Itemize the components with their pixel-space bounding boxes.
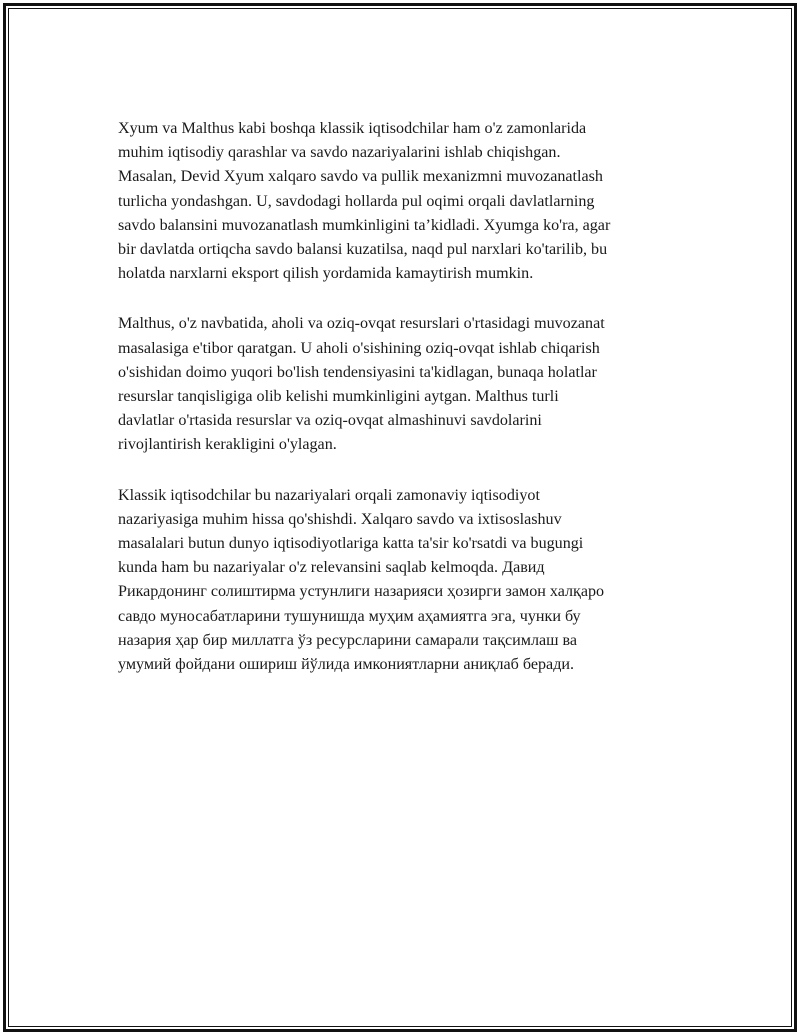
text-line: Рикардонинг солиштирма устунлиги назарияси ҳозирги замон халқаро — [118, 583, 605, 601]
text-line: Malthus, o'z navbatida, aholi va oziq-ovqat resurslari o'rtasidagi muvozanat — [118, 315, 605, 333]
text-line: умумий фойдани ошириш йўлида имкониятларни аниқлаб беради. — [118, 656, 575, 674]
text-line: Klassik iqtisodchilar bu nazariyalari orqali zamonaviy iqtisodiyot — [118, 486, 540, 504]
text-line: muhim iqtisodiy qarashlar va savdo nazariyalarini ishlab chiqishgan. — [118, 144, 561, 162]
text-line: savdo balansini muvozanatlash mumkinligini ta’kidladi. Xyumga ko'ra, agar — [118, 216, 611, 234]
text-line: turlicha yondashgan. U, savdodagi hollarda pul oqimi orqali davlatlarning — [118, 192, 595, 210]
text-line: bir davlatda ortiqcha savdo balansi kuzatilsa, naqd pul narxlari ko'tarilib, bu — [118, 241, 608, 259]
text-line: rivojlantirish kerakligini o'ylagan. — [118, 436, 337, 454]
text-line: nazariyasiga muhim hissa qo'shishdi. Xalqaro savdo va ixtisoslashuv — [118, 510, 562, 528]
paragraph-3 — [118, 484, 690, 678]
text-line: holatda narxlarni eksport qilish yordamida kamaytirish mumkin. — [118, 265, 534, 283]
text-line: Masalan, Devid Xyum xalqaro savdo va pullik mexanizmni muvozanatlash — [118, 168, 603, 186]
text-line: masalalari butun dunyo iqtisodiyotlariga katta ta'sir ko'rsatdi va bugungi — [118, 535, 584, 553]
text-line: resurslar tanqisligiga olib kelishi mumkinligini aytgan. Malthus turli — [118, 388, 559, 406]
text-line: Xyum va Malthus kabi boshqa klassik iqtisodchilar ham o'z zamonlarida — [118, 120, 587, 137]
text-line: kunda ham bu nazariyalar o'z relevansini saqlab kelmoqda. Давид — [118, 559, 545, 577]
text-line: савдо муносабатларини тушунишда муҳим аҳамиятга эга, чунки бу — [118, 607, 581, 625]
paragraph-1 — [118, 117, 690, 286]
text-line: назария ҳар бир миллатга ўз ресурсларини самарали тақсимлаш ва — [118, 631, 578, 649]
text-line: o'sishidan doimo yuqori bo'lish tendensiyasini ta'kidlagan, bunaqa holatlar — [118, 363, 597, 381]
text-line: davlatlar o'rtasida resurslar va oziq-ovqat almashinuvi savdolarini — [118, 412, 542, 430]
paragraph-2 — [118, 312, 690, 457]
text-line: masalasiga e'tibor qaratgan. U aholi o'sishining oziq-ovqat ishlab chiqarish — [118, 339, 600, 357]
document-body — [118, 117, 690, 703]
